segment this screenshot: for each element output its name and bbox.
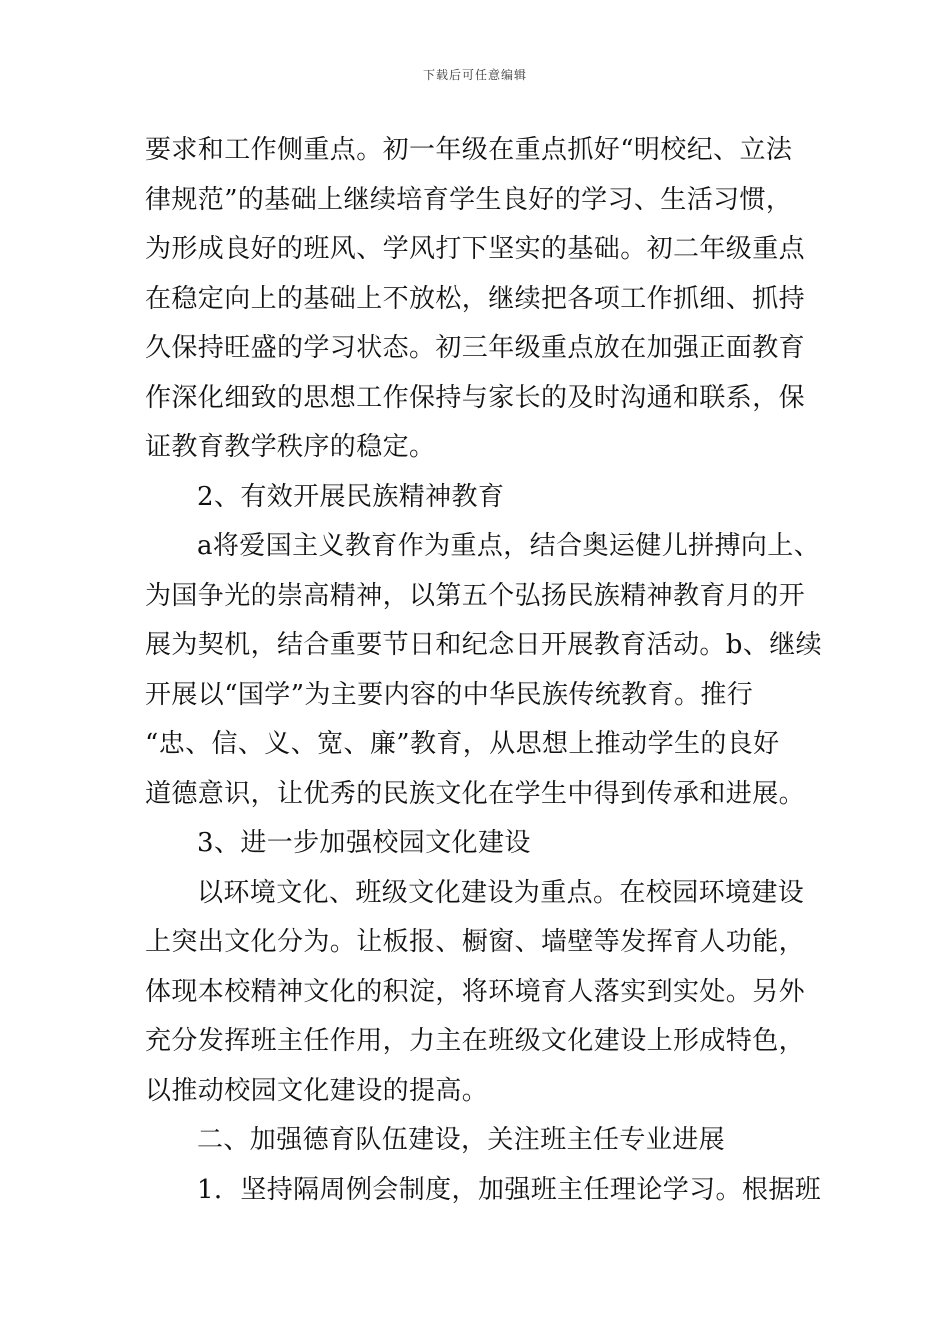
text-line: 久保持旺盛的学习状态。初三年级重点放在加强正面教育 — [145, 333, 806, 363]
section-heading: 2、有效开展民族精神教育 — [197, 481, 505, 512]
section-heading: 二、加强德育队伍建设，关注班主任专业进展 — [197, 1125, 726, 1155]
text-line: 以环境文化、班级文化建设为重点。在校园环境建设 — [197, 877, 805, 908]
text-line: 律规范”的基础上继续培育学生良好的学习、生活习惯， — [145, 184, 793, 215]
text-line: 上突出文化分为。让板报、橱窗、墙壁等发挥育人功能， — [145, 927, 806, 957]
text-line: 证教育教学秩序的稳定。 — [145, 432, 436, 462]
text-line: 作深化细致的思想工作保持与家长的及时沟通和联系，保 — [145, 382, 806, 413]
text-line: 以推动校园文化建设的提高。 — [145, 1075, 489, 1106]
text-line: 为形成良好的班风、学风打下坚实的基础。初二年级重点 — [145, 234, 806, 264]
text-line: 展为契机，结合重要节日和纪念日开展教育活动。b、继续 — [145, 630, 823, 660]
text-line: 要求和工作侧重点。初一年级在重点抓好“明校纪、立法 — [145, 135, 793, 165]
document-body — [145, 126, 823, 1215]
text-line: a将爱国主义教育作为重点，结合奥运健儿拼搏向上、 — [197, 531, 821, 561]
header-note: 下载后可任意编辑 — [422, 68, 527, 82]
text-line: 充分发挥班主任作用，力主在班级文化建设上形成特色， — [145, 1026, 806, 1056]
text-line: 为国争光的崇高精神，以第五个弘扬民族精神教育月的开 — [145, 580, 806, 611]
section-heading: 3、进一步加强校园文化建设 — [197, 828, 531, 858]
text-line: 在稳定向上的基础上不放松，继续把各项工作抓细、抓持 — [145, 283, 806, 314]
text-line: 开展以“国学”为主要内容的中华民族传统教育。推行 — [145, 679, 754, 710]
text-line: 道德意识，让优秀的民族文化在学生中得到传承和进展。 — [145, 778, 806, 809]
text-line: 1．坚持隔周例会制度，加强班主任理论学习。根据班 — [197, 1174, 822, 1205]
text-line: “忠、信、义、宽、廉”教育，从思想上推动学生的良好 — [145, 729, 780, 759]
text-line: 体现本校精神文化的积淀，将环境育人落实到实处。另外 — [145, 976, 806, 1007]
